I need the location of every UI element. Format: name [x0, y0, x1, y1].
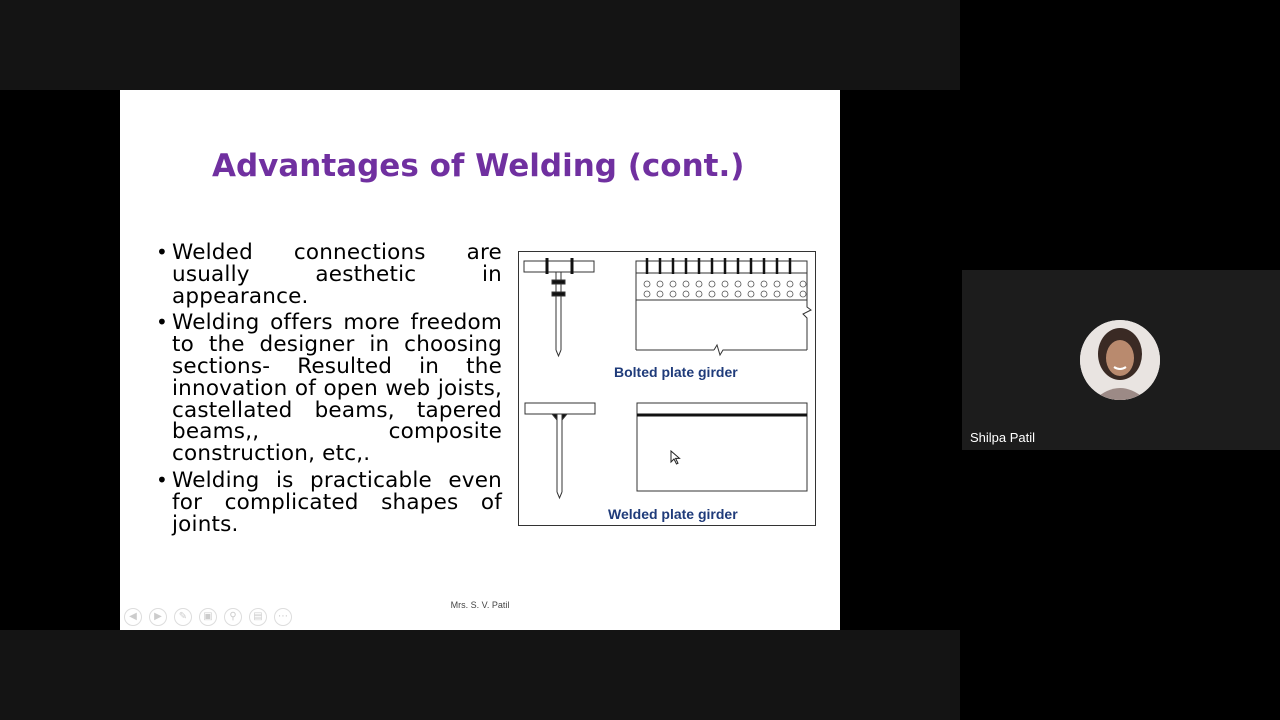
- plate-girder-drawing: [519, 252, 817, 527]
- presentation-slide: [120, 90, 840, 630]
- pen-icon[interactable]: ✎: [174, 608, 192, 626]
- letterbox-bottom: [0, 630, 960, 720]
- figure-caption-bolted: Bolted plate girder: [614, 364, 738, 380]
- welded-section-drawing: [525, 403, 595, 498]
- participant-name: Shilpa Patil: [970, 430, 1036, 445]
- bullet-item: • Welding offers more freedom to the designer in choosing sections- Resulted in the innovation of open web joists, castellated beams, tapered beams,, composite construction, etc,.: [156, 312, 502, 465]
- letterbox-top: [0, 0, 960, 90]
- more-icon[interactable]: ⋯: [274, 608, 292, 626]
- participant-avatar: [1080, 320, 1160, 400]
- bullet-item: • Welding is practicable even for complicated shapes of joints.: [156, 470, 502, 535]
- zoom-icon[interactable]: ⚲: [224, 608, 242, 626]
- slide-show-toolbar: [124, 608, 292, 626]
- bullet-list: [156, 242, 502, 540]
- slide-footer: Mrs. S. V. Patil: [450, 600, 510, 610]
- mouse-pointer-icon: [670, 450, 682, 466]
- bullet-item: • Welded connections are usually aesthetic in appearance.: [156, 242, 502, 307]
- bolted-section-drawing: [524, 258, 594, 356]
- subtitles-icon[interactable]: ▤: [249, 608, 267, 626]
- figure-caption-welded: Welded plate girder: [608, 506, 738, 522]
- slides-icon[interactable]: ▣: [199, 608, 217, 626]
- previous-icon[interactable]: ◀: [124, 608, 142, 626]
- participant-video-tile[interactable]: [962, 270, 1280, 450]
- bolted-elevation-drawing: [636, 258, 811, 355]
- next-icon[interactable]: ▶: [149, 608, 167, 626]
- welded-elevation-drawing: [637, 403, 807, 491]
- plate-girder-figure: [518, 251, 816, 526]
- slide-title: Advantages of Welding (cont.): [212, 148, 745, 184]
